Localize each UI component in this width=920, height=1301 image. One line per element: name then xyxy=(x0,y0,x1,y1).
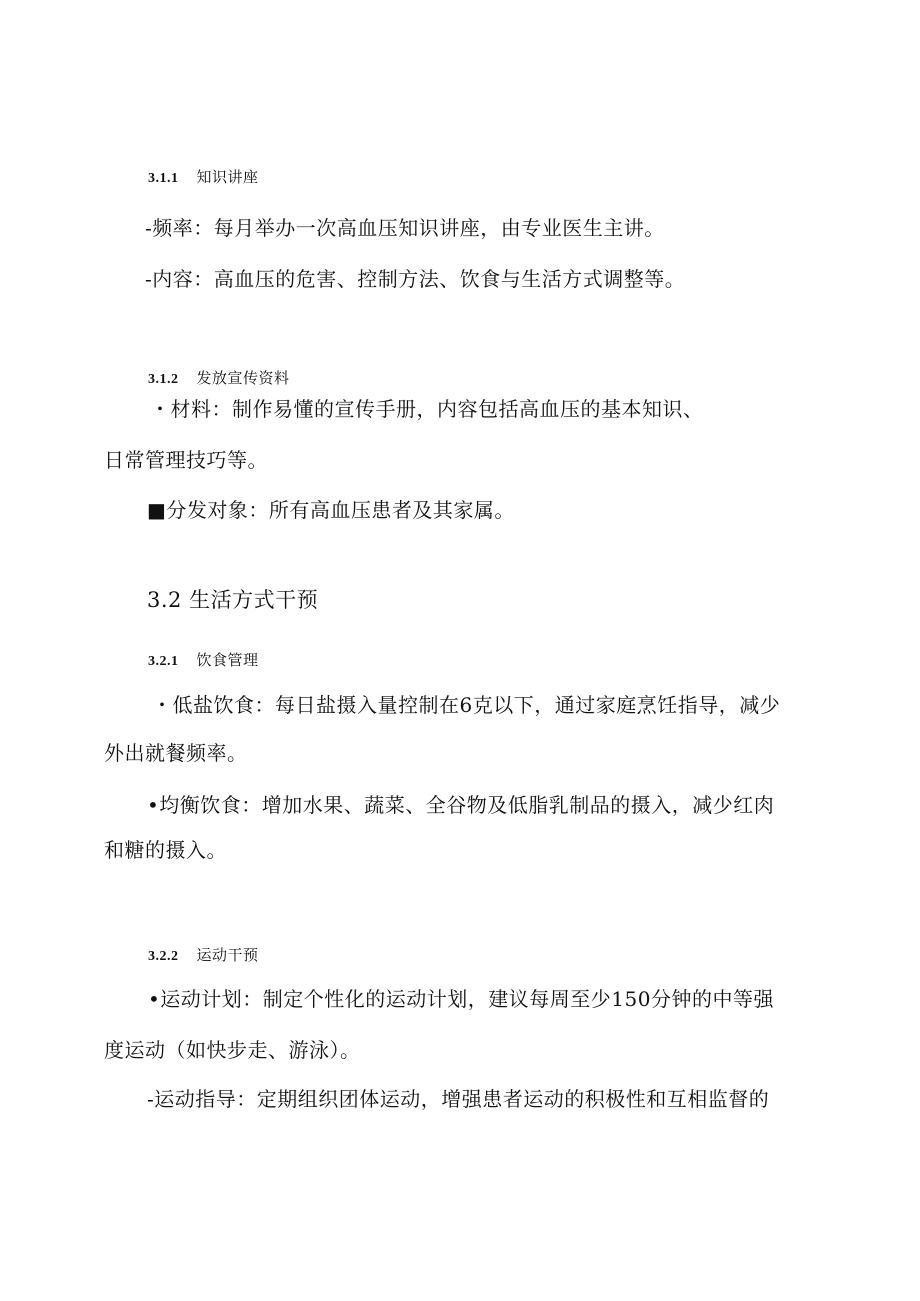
paragraph-line: 和糖的摄入。 xyxy=(104,838,227,862)
paragraph-line: -内容：高血压的危害、控制方法、饮食与生活方式调整等。 xyxy=(145,267,686,291)
section-heading-3-2-2 xyxy=(148,944,259,965)
section-title: 运动干预 xyxy=(196,946,259,964)
section-heading-3-1-2 xyxy=(148,367,290,388)
paragraph-line: ・材料：制作易懂的宣传手册，内容包括高血压的基本知识、 xyxy=(150,397,704,421)
section-title: 知识讲座 xyxy=(196,168,259,186)
paragraph-line: 外出就餐频率。 xyxy=(104,741,248,765)
paragraph-line: ■分发对象：所有高血压患者及其家属。 xyxy=(147,498,515,522)
section-heading-3-2-1 xyxy=(148,649,259,670)
section-number: 3.2.1 xyxy=(148,654,179,669)
paragraph-line: -频率：每月举办一次高血压知识讲座，由专业医生主讲。 xyxy=(145,216,665,240)
section-number: 3.2.2 xyxy=(148,949,179,964)
section-number: 3.1.2 xyxy=(148,372,179,387)
paragraph-line: -运动指导：定期组织团体运动，增强患者运动的积极性和互相监督的 xyxy=(147,1087,770,1111)
paragraph-line: •运动计划：制定个性化的运动计划，建议每周至少150分钟的中等强 xyxy=(148,987,774,1011)
paragraph-line: ・低盐饮食：每日盐摄入量控制在6克以下，通过家庭烹饪指导，减少 xyxy=(152,693,781,717)
section-number: 3.1.1 xyxy=(148,171,179,186)
section-title: 饮食管理 xyxy=(196,651,259,669)
paragraph-line: 日常管理技巧等。 xyxy=(104,448,268,472)
section-title: 发放宣传资料 xyxy=(196,369,290,387)
section-heading-3-2: 3.2 生活方式干预 xyxy=(147,588,319,612)
section-heading-3-1-1 xyxy=(148,166,259,187)
paragraph-line: 度运动（如快步走、游泳）。 xyxy=(104,1038,361,1062)
paragraph-line: •均衡饮食：增加水果、蔬菜、全谷物及低脂乳制品的摄入，减少红肉 xyxy=(147,793,775,817)
